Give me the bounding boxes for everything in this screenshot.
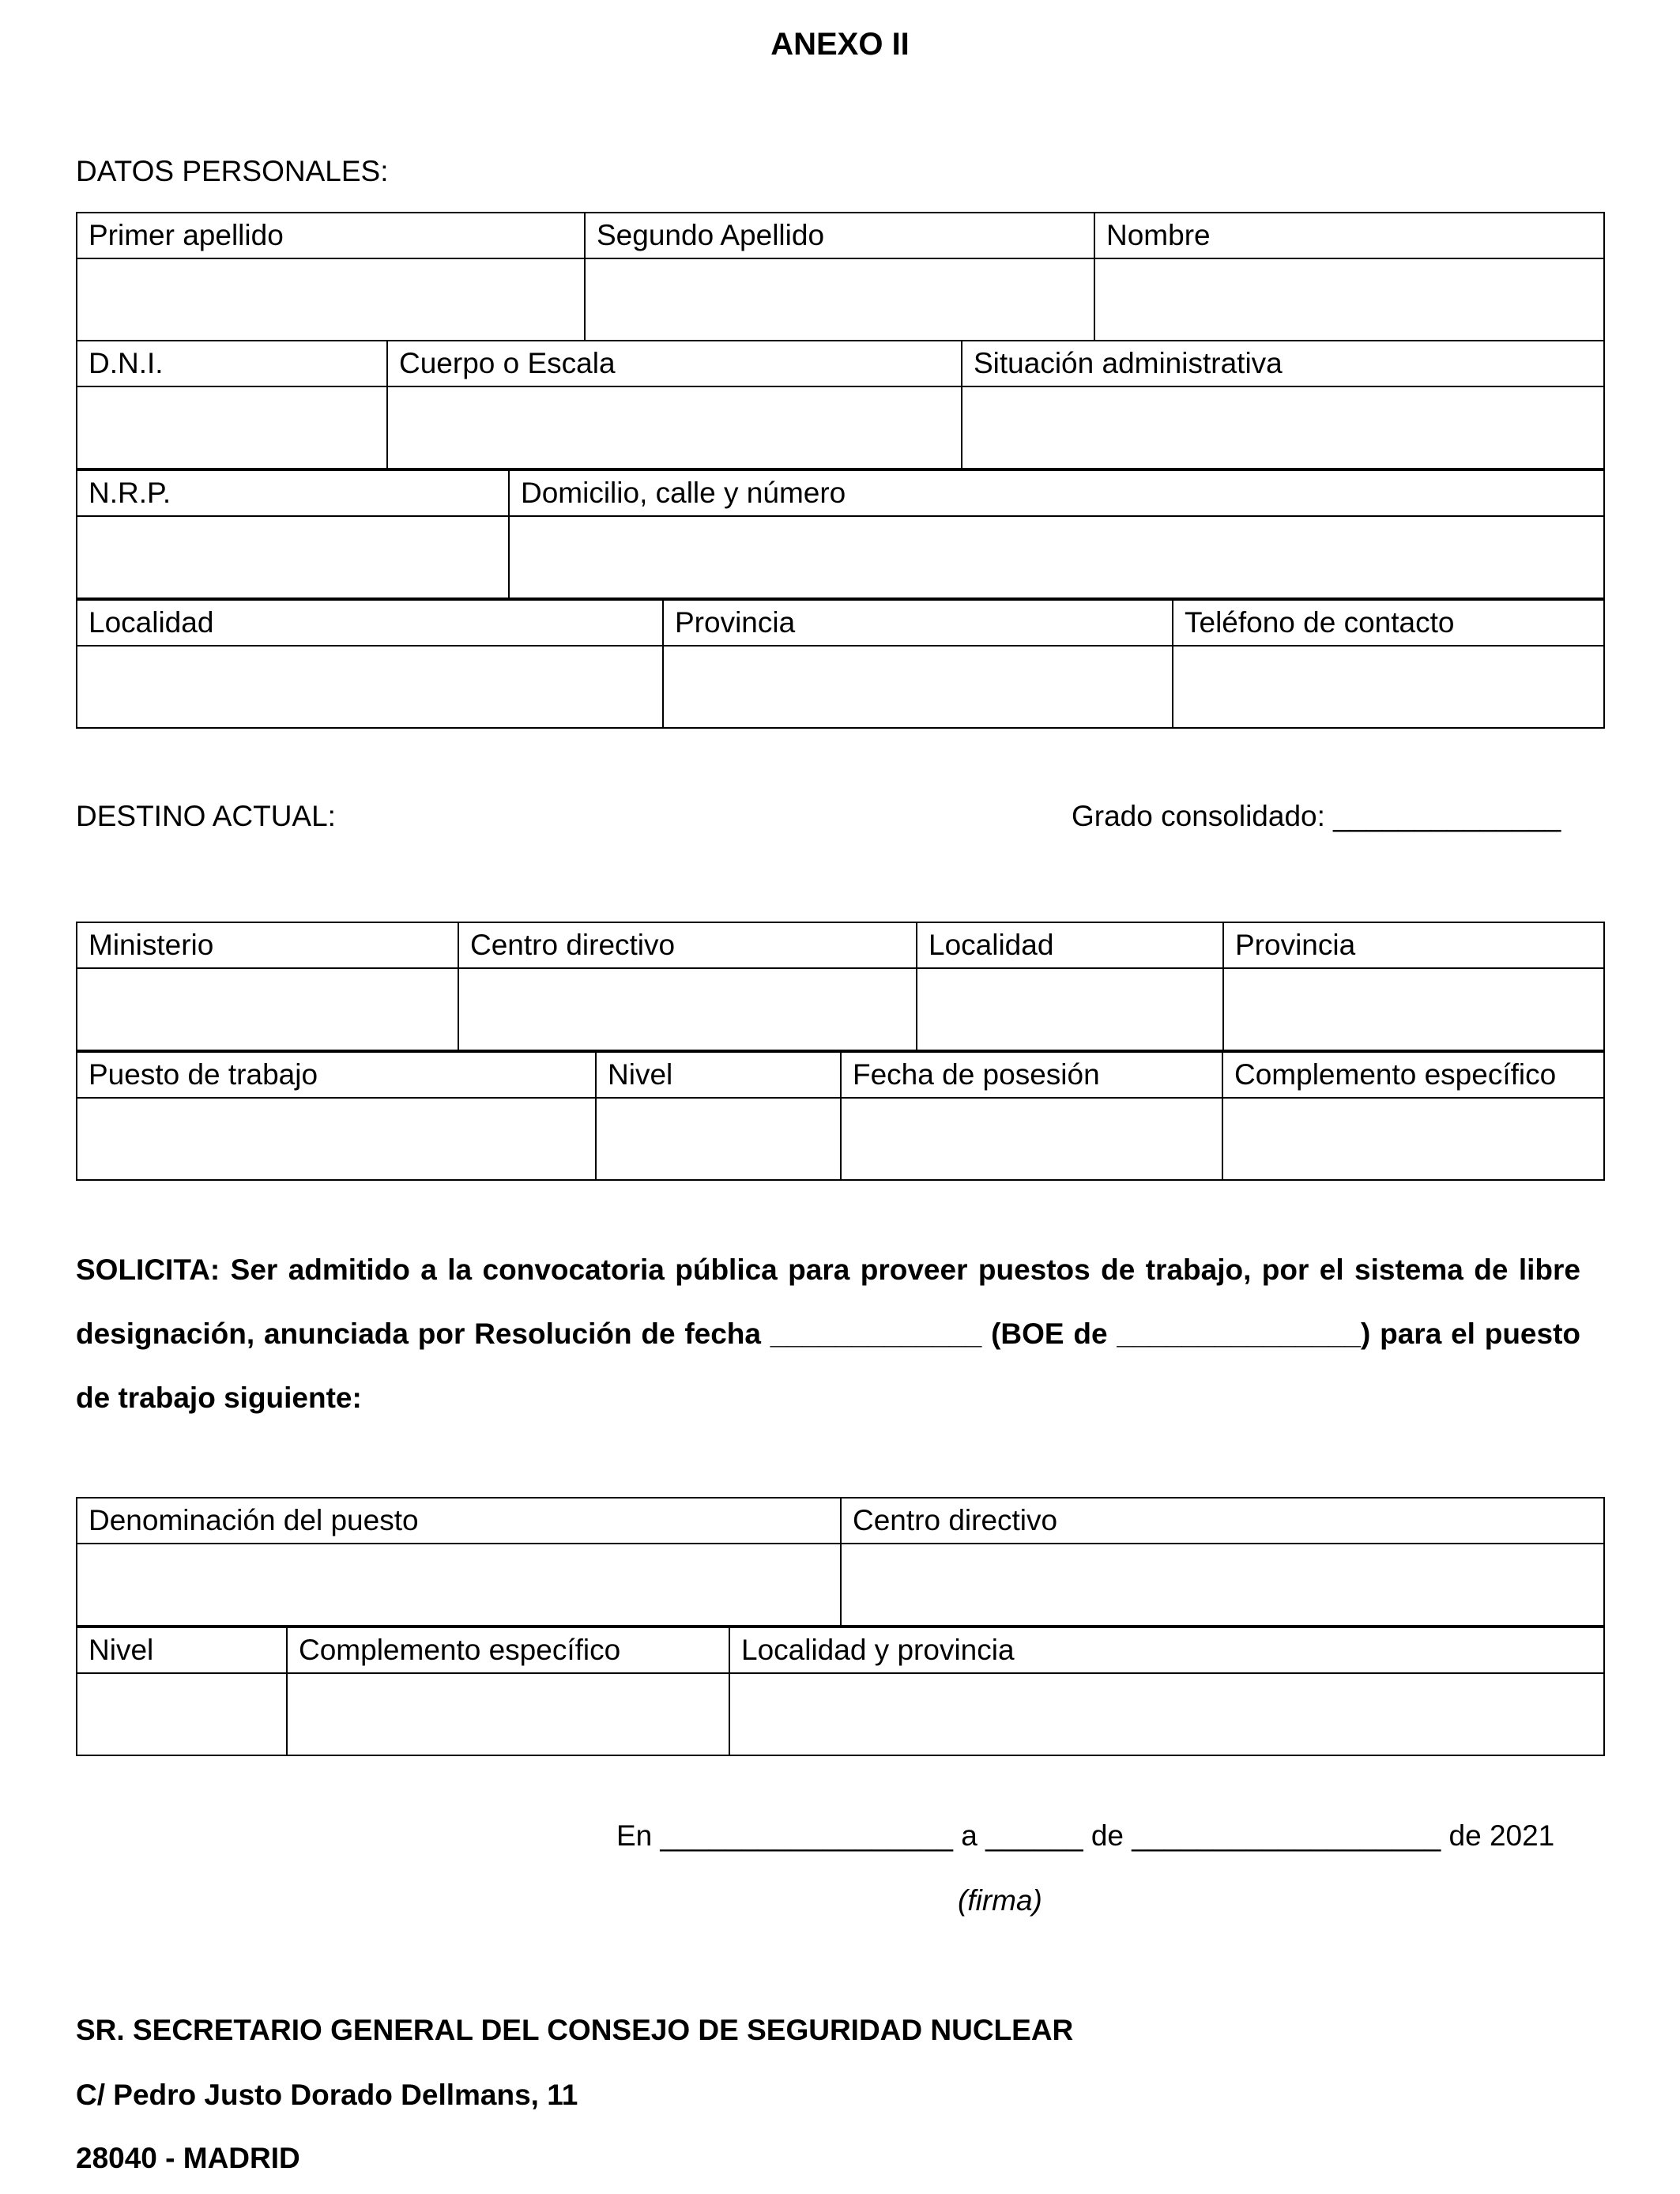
dni-label: D.N.I. <box>77 341 387 386</box>
situacion-administrativa-label: Situación administrativa <box>962 341 1604 386</box>
centro-directivo-field[interactable] <box>458 968 917 1050</box>
firma-label: (firma) <box>958 1884 1042 1917</box>
destino-localidad-field[interactable] <box>917 968 1223 1050</box>
recipient-line-3: 28040 - MADRID <box>76 2142 300 2174</box>
telefono-label: Teléfono de contacto <box>1173 600 1604 646</box>
denominacion-puesto-label: Denominación del puesto <box>77 1498 841 1544</box>
datos-personales-row3-table <box>76 469 1605 599</box>
fecha-posesion-label: Fecha de posesión <box>841 1052 1222 1098</box>
grado-consolidado-field[interactable]: Grado consolidado: ______________ <box>1072 800 1561 832</box>
complemento-especifico-field[interactable] <box>1222 1098 1604 1180</box>
nivel-field[interactable] <box>596 1098 841 1180</box>
localidad-provincia-label: Localidad y provincia <box>729 1627 1604 1673</box>
dni-field[interactable] <box>77 386 387 469</box>
nombre-field[interactable] <box>1094 258 1604 341</box>
date-place-line[interactable]: En __________________ a ______ de ___________________ de 2021 <box>616 1819 1555 1852</box>
ministerio-label: Ministerio <box>77 922 458 968</box>
localidad-provincia-field[interactable] <box>729 1673 1604 1755</box>
solicita-label: SOLICITA: <box>76 1253 220 1286</box>
solicita-paragraph <box>76 1238 1580 1430</box>
cuerpo-escala-field[interactable] <box>387 386 962 469</box>
centro-directivo-label: Centro directivo <box>458 922 917 968</box>
provincia-label: Provincia <box>663 600 1173 646</box>
domicilio-label: Domicilio, calle y número <box>509 470 1604 516</box>
localidad-field[interactable] <box>77 646 663 728</box>
destino-provincia-field[interactable] <box>1223 968 1604 1050</box>
datos-personales-row2-table <box>76 340 1605 469</box>
localidad-label: Localidad <box>77 600 663 646</box>
puesto-row1-table <box>76 1497 1605 1627</box>
telefono-field[interactable] <box>1173 646 1604 728</box>
situacion-administrativa-field[interactable] <box>962 386 1604 469</box>
primer-apellido-label: Primer apellido <box>77 213 585 258</box>
nrp-field[interactable] <box>77 516 509 598</box>
denominacion-puesto-field[interactable] <box>77 1544 841 1626</box>
solicita-text: Ser admitido a la convocatoria pública para proveer puestos de trabajo, por el sistema de libre designación, anunciada por Resolución de fecha _____________ (BOE de _______________) para el puesto de trabajo siguiente: <box>76 1253 1580 1414</box>
puesto-nivel-field[interactable] <box>77 1673 287 1755</box>
recipient-line-2: C/ Pedro Justo Dorado Dellmans, 11 <box>76 2079 578 2111</box>
destino-provincia-label: Provincia <box>1223 922 1604 968</box>
segundo-apellido-label: Segundo Apellido <box>585 213 1094 258</box>
nombre-label: Nombre <box>1094 213 1604 258</box>
segundo-apellido-field[interactable] <box>585 258 1094 341</box>
complemento-especifico-label: Complemento específico <box>1222 1052 1604 1098</box>
puesto-nivel-label: Nivel <box>77 1627 287 1673</box>
ministerio-field[interactable] <box>77 968 458 1050</box>
nrp-label: N.R.P. <box>77 470 509 516</box>
puesto-trabajo-field[interactable] <box>77 1098 596 1180</box>
domicilio-field[interactable] <box>509 516 1604 598</box>
puesto-centro-directivo-label: Centro directivo <box>841 1498 1604 1544</box>
puesto-row2-table <box>76 1627 1605 1756</box>
destino-row2-table <box>76 1051 1605 1181</box>
provincia-field[interactable] <box>663 646 1173 728</box>
recipient-line-1: SR. SECRETARIO GENERAL DEL CONSEJO DE SEGURIDAD NUCLEAR <box>76 2014 1074 2046</box>
puesto-centro-directivo-field[interactable] <box>841 1544 1604 1626</box>
primer-apellido-field[interactable] <box>77 258 585 341</box>
datos-personales-row4-table <box>76 599 1605 729</box>
puesto-complemento-label: Complemento específico <box>287 1627 729 1673</box>
destino-actual-heading: DESTINO ACTUAL: <box>76 800 336 832</box>
page-title: ANEXO II <box>770 27 910 62</box>
puesto-trabajo-label: Puesto de trabajo <box>77 1052 596 1098</box>
nivel-label: Nivel <box>596 1052 841 1098</box>
datos-personales-row1-table <box>76 212 1605 341</box>
datos-personales-heading: DATOS PERSONALES: <box>76 155 389 187</box>
cuerpo-escala-label: Cuerpo o Escala <box>387 341 962 386</box>
destino-row1-table <box>76 922 1605 1051</box>
destino-localidad-label: Localidad <box>917 922 1223 968</box>
puesto-complemento-field[interactable] <box>287 1673 729 1755</box>
fecha-posesion-field[interactable] <box>841 1098 1222 1180</box>
